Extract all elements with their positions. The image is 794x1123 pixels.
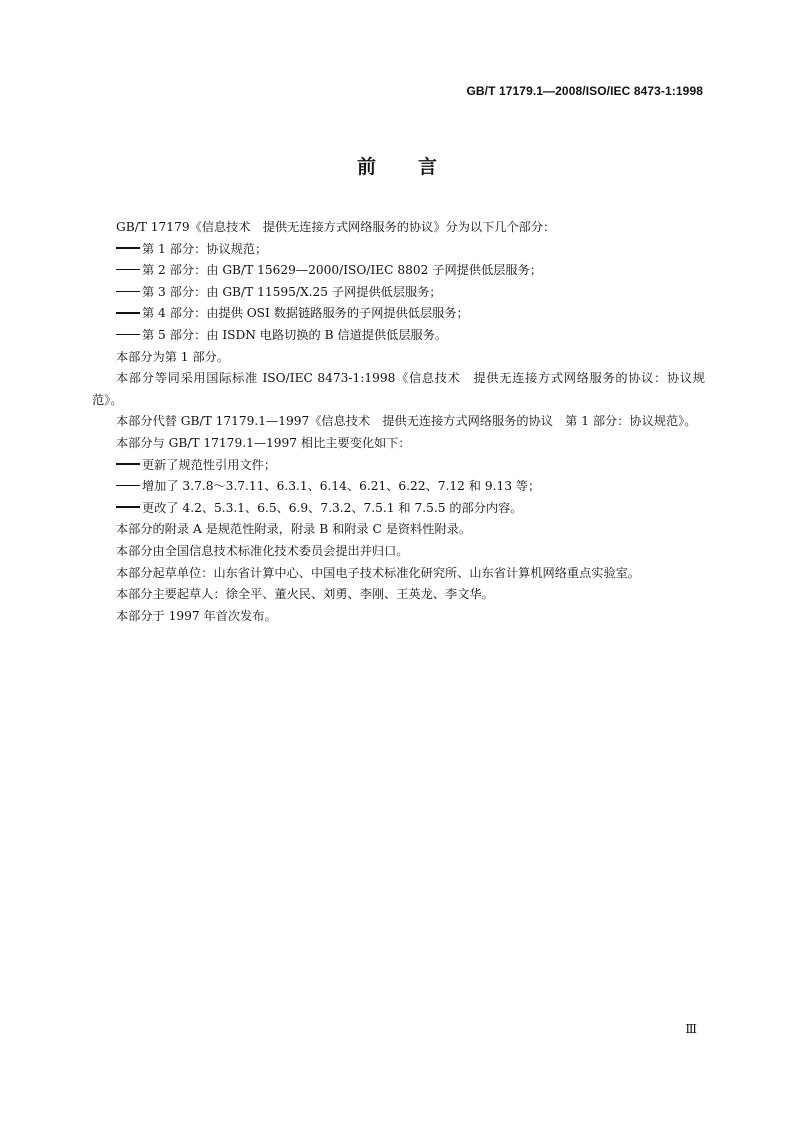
intro-paragraph: GB/T 17179《信息技术 提供无连接方式网络服务的协议》分为以下几个部分： [116, 220, 556, 234]
change-list-item [92, 476, 705, 498]
part-list-item [92, 239, 705, 261]
em-dash-marker [116, 334, 140, 336]
part-list-item [92, 260, 705, 282]
part-list-item-text: 第 5 部分：由 ISDN 电路切换的 B 信道提供低层服务。 [142, 327, 448, 342]
change-list-item-text: 更改了 4.2、5.3.1、6.5、6.9、7.3.2、7.5.1 和 7.5.5 的部分内容。 [142, 500, 523, 515]
body-paragraph: 本部分起草单位：山东省计算中心、中国电子技术标准化研究所、山东省计算机网络重点实验室。 [116, 565, 641, 580]
part-list-item [92, 325, 705, 347]
part-list-item-text: 第 3 部分：由 GB/T 11595/X.25 子网提供低层服务； [142, 284, 442, 299]
part-list-item [92, 303, 705, 325]
page-title-char-1: 前 [356, 156, 376, 178]
page-title-char-2: 言 [418, 156, 438, 178]
body-paragraph: 本部分等同采用国际标准 ISO/IEC 8473-1:1998《信息技术 提供无连接方式网络服务的协议：协议规范》。 [92, 371, 705, 407]
foreword-body [92, 217, 705, 627]
em-dash-marker [116, 247, 140, 249]
em-dash-marker [116, 312, 140, 314]
body-paragraph: 本部分主要起草人：徐全平、董火民、刘勇、李刚、王英龙、李文华。 [116, 587, 494, 602]
part-list-item [92, 282, 705, 304]
part-list-item-text: 第 4 部分：由提供 OSI 数据链路服务的子网提供低层服务； [142, 306, 469, 321]
body-paragraph: 本部分代替 GB/T 17179.1—1997《信息技术 提供无连接方式网络服务的协议 第 1 部分：协议规范》。 [116, 414, 697, 429]
part-list-item-text: 第 2 部分：由 GB/T 15629—2000/ISO/IEC 8802 子网提供低层服务； [142, 263, 542, 278]
em-dash-marker [116, 506, 140, 508]
em-dash-marker [116, 485, 140, 487]
part-list-item-text: 第 1 部分：协议规范； [142, 241, 268, 256]
change-list-item-text: 更新了规范性引用文件； [142, 457, 277, 472]
body-paragraph: 本部分由全国信息技术标准化技术委员会提出并归口。 [116, 543, 409, 558]
change-list-item [92, 498, 705, 520]
em-dash-marker [116, 269, 140, 271]
em-dash-marker [116, 291, 140, 293]
body-paragraph: 本部分的附录 A 是规范性附录，附录 B 和附录 C 是资料性附录。 [116, 522, 472, 537]
body-paragraph: 本部分于 1997 年首次发布。 [116, 608, 277, 623]
em-dash-marker [116, 463, 140, 465]
body-paragraph: 本部分为第 1 部分。 [116, 349, 230, 364]
body-paragraph: 本部分与 GB/T 17179.1—1997 相比主要变化如下： [116, 435, 411, 450]
change-list-item [92, 455, 705, 477]
page-title [0, 152, 794, 179]
standard-code-header: GB/T 17179.1—2008/ISO/IEC 8473-1:1998 [466, 84, 703, 98]
page-number: Ⅲ [685, 1022, 697, 1036]
change-list-item-text: 增加了 3.7.8～3.7.11、6.3.1、6.14、6.21、6.22、7.12 和 9.13 等； [142, 479, 541, 494]
